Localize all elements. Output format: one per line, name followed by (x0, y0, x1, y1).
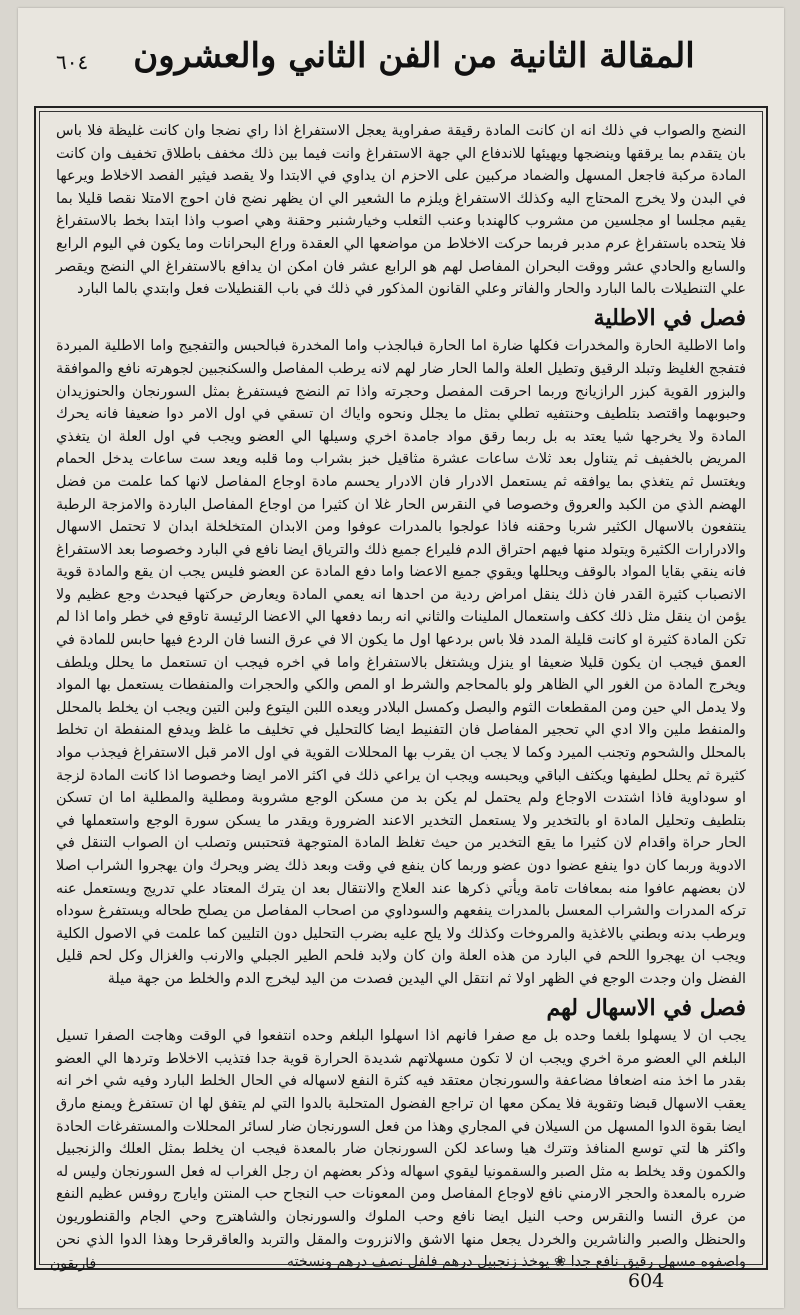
paragraph-purgation (56, 1025, 746, 1274)
section-heading-ointments: فصل في الاطلية (593, 304, 746, 331)
book-page (18, 8, 784, 1308)
section-heading-purgation: فصل في الاسهال لهم (546, 994, 746, 1021)
paragraph-ointments: واما الاطلية الحارة والمخدرات فكلها ضارة اما الحارة فبالجذب واما المخدرة فبالحبس والتفجيج واما الاطلية المبردة فتفجج الغليظ وتبلد الرقيق وتطيل العلة والما الحار ضار لهم لانه يرطب المفاصل والسكنجبين لجوهرته نافع والموافقة والبزور القوية كبزر الرازيانج وربما احرقت المفصل وحجرته واذا تم النضج فيستفرغ بمثل السورنجان والحنوزيدان وحبوبهما واقتصد بتلطيف وحنتفيه تطلي بمثل ما يجلل ونحوه واياك ان تسقي في اول الامر دوا ضعيفا فانه يحرك المادة ولا يخرجها شيا يعتد به بل ربما رقق مواد جامدة اخري وسيلها الي العضو ويجب في اول العلة ان يتغذي المريض بالخفيف ثم يتناول بعد ثلاث ساعات عشرة مثاقيل خبز بشراب وما قلبه ويعد ست ساعات يدخل الحمام ويغتسل ثم يتغذي بما يوافقه ثم يستعمل الادرار فان الادرار يحسم مادة اوجاع المفاصل لانها كما علمت من فضل الهضم الذي من الكبد والعروق وخصوصا في النقرس الحار غلا ان كثيرا من اوجاع المفاصل الباردة والامزجة الرطبة ينتفعون بالاسهال الكثير شربا وحقنه فاذا عولجوا بالمدرات عوفوا ومن الابدان المتخلخلة ابدان لا تحتمل الاسهال والادرارات الكثيرة ويتولد منها فيهم احتراق الدم فليراع جميع ذلك والترياق ايضا نافع في البارد وخصوصا بعد الاستفراغ فانه ينقي بقايا المواد بالوقف ويحللها ويقوي جميع الاعضا واما دفع المادة عن العضو فليس يجب ان يقع والمادة قوية الانصباب كثيرة القدر فان ذلك ينقل امراض ردية من احدها انه يعمي المادة ويعارض حركتها فيحدث وجع عظيم ولا يؤمن ان ينقل مثل ذلك ككف واستعمال الملينات والثاني انه ربما دفعها الي الاعضا الرئيسة تاوقع في خطر واما اذا لم تكن المادة كثيرة او كانت قليلة المدد فلا باس بردعها اول ما يكون الا في عرق النسا فان الردع فيها حابس للمادة في العمق فيجب ان يكون قليلا ضعيفا او ينزل ويشتغل بالاستفراغ واما في اخره فيجب ان تستعمل ما يحلل ويلطف ويخرج المادة من الغور الي الظاهر ولو بالمحاجم والشرط او المص والكي والحجرات والمنفطات يستعمل بها المواد ولا يدمل الي حين ومن المقطعات الثوم والبصل وكمسل البلادر ويعده اللبن اليتوع ولبن التين ويجب ان يخلط بالمحلل والمنفط ملين والا ادي الي تحجير المفاصل فان التفنيط ايضا كالتحليل في تخليف ما غلظ ويدفع المنفطة ان تخلط بالمحلل والشحوم وتجنب الميرد وكما لا يجب ان يقرب بها المحللات القوية في اول الامر قبل الاستفراغ فيجذب مواد كثيرة ثم يحلل لطيفها ويكثف الباقي ويحبسه ويجب ان يراعي ذلك في اكثر الامر ايضا وخصوصا اذا كانت المادة لزجة او سوداوية فاذا اشتدت الاوجاع ولم يحتمل لم يكن بد من مسكن الوجع مشروبة ومطلية والمطلية اما ان تسكن بتلطيف وتحليل المادة او بالتخدير ولا يستعمل التخدير الاعند الضرورة ويقدر ما يسكن سورة الوجع واستعملها في الحار حراة واقدام لان كثيرا ما يقع التخدير من حيث تغلظ المادة المتوجهة فتحتبس وتصلب ان الصواب التنقل في الادوية وربما كان دوا ينفع عضوا دون عضو وربما كان ينفع في وقت وبعد ذلك يضر ويحرك وان يهجروا الشراب اصلا لان بعضهم عافوا منه بمعافات تامة ويأتي ذكرها عند العلاج والانتقال بعد ان يترك المعتاد علي تدريج ويستعمل عنه تركه المدرات والشراب المعسل بالمدرات ينفعهم والسوداوي من اصحاب المفاصل من يصلح طحاله ويستفرغ سوداه ويرطب بدنه وبطني بالاغذية والمروخات وكذلك ولا يلح عليه بضرب التحليل دون التليين كما علمت في الاصول الكلية ويجب ان يهجروا اللحم في البارد من هذه العلة وان كان ولابد فلحم الطير الجبلي والارنب والغزال وكل لحم قليل الفضل وان وجدت الوجع في الظهر اولا ثم انتقل الي اليدين فصدت من اليد ليخرج الدم والخلط من جهة ميلة (56, 338, 746, 987)
running-title: المقالة الثانية من الفن الثاني والعشرون (133, 36, 695, 76)
flower-ornament-icon: ❀ (554, 1254, 567, 1271)
recipe-line: يوخذ زنجبيل درهم فلفل نصف درهم ونسخته (286, 1254, 550, 1271)
page-number: ٦٠٤ (56, 50, 89, 74)
purgation-text: يجب ان لا يسهلوا بلغما وحده بل مع صفرا فانهم اذا اسهلوا البلغم وحده انتفعوا في الوقت وهاجت الصفرا تسيل البلغم الي العضو مرة اخري ويجب ان لا تكون مسهلاتهم شديدة الحرارة قوية جدا فتذيب الاخلاط وتردها الي العضو بقدر ما اخذ منه اضعافا مضاعفة والسورنجان معتقد فيه كثرة النفع لاسهاله في الحال الخلط البارد وفيه شي اخر انه يعقب الاسهال قبضا وتقوية فلا يمكن معها ان تراجع الفضول المتحلبة بالدوا التي لم يتفق لها ان تستفرغ ويمنع مارق ايضا بقوة الدوا المسهل من السيلان في المجاري وهذا من فعل السورنجان ضار لسائر المحللات والمستفرغات الحادة واكثر ها لتي توسع المنافذ وتترك هيا وساعد لكن السورنجان ضار بالمعدة فيجب ان يخلط بمثل العلك والزنجبيل والكمون وقد يخلط به مثل الصبر والسقمونيا ليقوي اسهاله وذكر بعضهم ان رجل الغراب له فعل السورنجان وليس له ضرره بالمعدة والحجر الارمني نافع لاوجاع المفاصل ومن المعونات حب النجاح حب المنتن وايارج روفس عظيم النفع من عرق النسا والنقرس وحب النيل ايضا نافع وحب الملوك والسورنجان والشاهترج وحي الجام والقنطوريون والحنظل والصبر والناشرين والخردل يجعل منها الاشق والانزروت والمقل والتربد والعاقرقرحا وهذا الدوا الذي نحن واصفوه مسهل رقيق نافع جدا (56, 1028, 746, 1271)
text-frame (34, 106, 768, 1270)
page-header (18, 30, 784, 104)
folio-number: 604 (628, 1270, 665, 1292)
catchword: فاريقون (50, 1256, 97, 1272)
body-text (56, 120, 746, 1274)
paragraph-treatment-intro: النضج والصواب في ذلك انه ان كانت المادة رقيقة صفراوية يعجل الاستفراغ اذا راي نضجا وان كانت غليظة فلا باس بان يتقدم بما يرققها وينضجها ويهيئها للاندفاع الي جهة الاستفراغ وانت فيما بين ذلك مخفف باطلاق تخفيف وان كانت المادة مركبة فاجعل المسهل والضماد مركبين على الاحزم ان يداوي في الابتدا ولا يقصد فيثير الفصد الاخلاط ويرعها في البدن ولا يخرج المحتاج اليه وكذلك الاستفراغ ويلزم ما الشعير الي ان يظهر نضج فان احوج الامتلا نقصا قليلا بما يقيم مجلسا او مجلسين من مشروب كالهندبا وعنب الثعلب وخيارشنبر وحقنة وهي اصوب واذا ابتدا بخط بالاستفراغ فلا يتحده باستفراغ عرم مدبر فربما حركت الاخلاط من مواضعها الي العقدة وراع البحرانات وما يكون في اليوم الرابع والسابع والحادي عشر ووقت البحران المفاصل لهم هو الرابع عشر فان امكن ان يدافع بالاستفراغ الي النضج ويقصر علي التنطيلات بالما البارد والحار والفاتر وعلي القانون المذكور في ذلك في باب القنطيلات فعل وابتدي بالما البارد (56, 123, 746, 298)
